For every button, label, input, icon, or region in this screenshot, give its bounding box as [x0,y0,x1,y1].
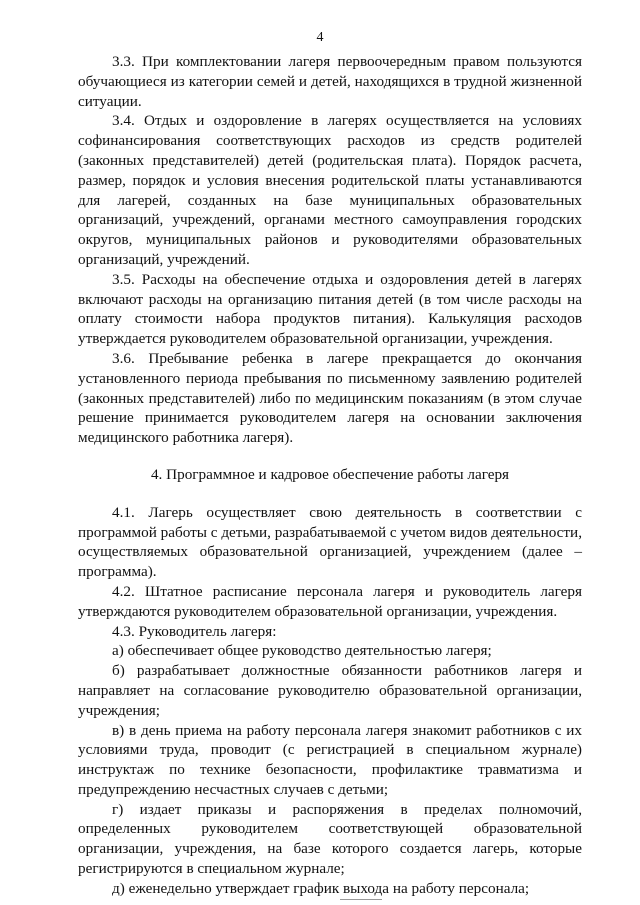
paragraph-3-4: 3.4. Отдых и оздоровление в лагерях осуществляется на условиях софинансирования соответствующих расходов из средств родителей (законных представителей) детей (родительская плата). Порядок расчета, размер, порядок и условия внесения родительской платы устанавливаются для лагерей, созданных на базе муниципальных образовательных организаций, учреждений, органами местного самоуправления городских округов, муниципальных районов и руководителями образовательных организаций, учреждений. [78,112,582,268]
list-item-a: а) обеспечивает общее руководство деятельностью лагеря; [112,642,492,660]
section-heading: 4. Программное и кадровое обеспечение работы лагеря [150,465,510,483]
paragraph-4-1: 4.1. Лагерь осуществляет свою деятельность в соответствии с программой работы с детьми, разрабатываемой с учетом видов деятельности, осуществляемых образовательной организацией, учреждением (далее – программа). [78,503,582,581]
document-body [78,52,582,899]
paragraph-3-5: 3.5. Расходы на обеспечение отдыха и оздоровления детей в лагерях включают расходы на организацию питания детей (в том числе расходы на оплату стоимости набора продуктов питания). Калькуляция расходов утверждается руководителем образовательной организации, учреждения. [78,270,582,348]
page-number: 4 [316,30,324,45]
paragraph-4-2: 4.2. Штатное расписание персонала лагеря и руководитель лагеря утверждаются руководителем образовательной организации, учреждения. [78,582,582,620]
list-item-b: б) разрабатывает должностные обязанности работников лагеря и направляет на согласование руководителю образовательной организации, учреждения; [78,662,582,719]
paragraph-3-6: 3.6. Пребывание ребенка в лагере прекращается до окончания установленного периода пребывания по письменному заявлению родителей (законных представителей) либо по медицинским показаниям (в этом случае решение принимается руководителем лагеря на основании заключения медицинского работника лагеря). [78,349,582,447]
list-item-g: г) издает приказы и распоряжения в пределах полномочий, определенных руководителем соответствующей образовательной организации, учреждения, на базе которого создается лагерь, которые регистрируются в специальном журнале; [78,800,582,878]
paragraph-3-3: 3.3. При комплектовании лагеря первоочередным правом пользуются обучающиеся из категории семей и детей, находящихся в трудной жизненной ситуации. [78,53,582,110]
list-item-v: в) в день приема на работу персонала лагеря знакомит работников с их условиями труда, проводит (с регистрацией в специальном журнале) инструктаж по технике безопасности, профилактике травматизма и предупреждению несчастных случаев с детьми; [78,721,582,798]
scan-mark [340,899,382,900]
list-item-d: д) еженедельно утверждает график выхода на работу персонала; [112,879,530,897]
paragraph-4-3: 4.3. Руководитель лагеря: [112,622,277,640]
